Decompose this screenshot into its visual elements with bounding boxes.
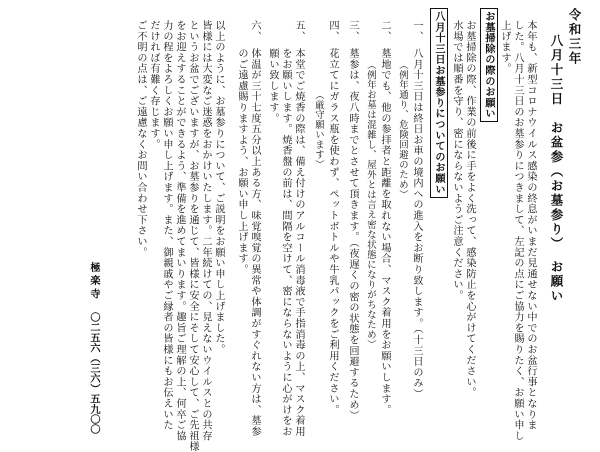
item-note: （例年お墓は混雑し、屋外とは言え密な状態になりがちなため） [365, 60, 376, 350]
closing-line: 皆様には大変なご迷惑をおかけいたします。二年続けての、見えないウイルスとの共存 [200, 20, 211, 442]
closing-line: をお迎えすることができるよう、準備を進めてまいります。趣旨ご理解の上、何卒ご協 [174, 20, 185, 442]
item-text: のご遠慮賜りますよう、お願い申し上げます。 [236, 48, 247, 275]
cleaning-line: 水場では順番を守り、密にならないようご注意ください。 [451, 20, 462, 301]
item-text: 花立てにガラス瓶を使わず、ペットボトルや牛乳パックをご利用ください。 [327, 48, 338, 416]
item-number: 六、 [249, 20, 260, 42]
item-text: 墓参は、夜八時までとさせて頂きます。（夜遅くの密の状態を回避するため） [347, 48, 358, 421]
item-text: 本堂でご焼香の際は、備え付けのアルコール消毒液で手指消毒の上、マスク着用 [293, 48, 304, 437]
item-text: をお願いします。焼香盤の前は、間隔を空けて、密にならないように心がけをお [280, 48, 291, 437]
closing-line: ご不明の点は、ご遠慮なくお問い合わせ下さい。 [135, 20, 146, 258]
temple-phone: 〇二五六（三六）五九〇〇 [88, 312, 100, 435]
closing-line: だければ有難く存じます。 [148, 20, 159, 150]
cleaning-heading: お墓掃除の際のお願い [480, 8, 498, 122]
intro-line: した。八月十三日のお墓参りにつきまして、左記の点にご協力を賜りたく、お願い申し [512, 20, 523, 442]
intro-line: 上げます。 [499, 20, 510, 74]
item-number: 五、 [293, 20, 304, 42]
document-year: 令和三年 [567, 8, 582, 66]
closing-line: 以上のように、お墓参りについて、ご説明をお願い申し上げました。 [213, 20, 224, 355]
document-title: 八月十三日 お盆参（お墓参り） お願い [549, 34, 564, 304]
item-note: （例年通り、危険回避のため） [397, 60, 408, 200]
cleaning-line: お墓掃除の際、作業の前後に手をよく洗って、感染防止を心がけてください。 [464, 20, 475, 398]
visit-heading: 八月十三日お墓参りについてのお願い [430, 8, 448, 198]
item-number: 四、 [327, 20, 338, 42]
closing-line: というお盆でございますが、お墓参りを通じて、皆様に安全にそして安心して、ご先祖様 [187, 20, 198, 452]
item-number: 一、 [411, 20, 422, 42]
item-note: （厳守願います） [313, 90, 324, 170]
intro-line: 本年も、新型コロナウイルス感染の終息がいまだ見通せない中でのお盆行事となりま [525, 20, 536, 431]
item-text: 八月十三日は終日お車の境内への進入をお断り致します。（十三日のみ） [411, 48, 422, 400]
item-number: 三、 [347, 20, 358, 42]
temple-name: 極楽寺 [88, 262, 100, 302]
closing-line: 力の程をよろしくお願い申し上げます。また、御親戚やご縁者の皆様にもお伝えいた [161, 20, 172, 431]
item-text: 墓地でも、他の参拝者と距離を取れない場合、マスク着用をお願いします。 [379, 48, 390, 416]
item-number: 二、 [379, 20, 390, 42]
item-text: 願い致します。 [267, 48, 278, 124]
item-text: 体温が三十七度五分以上ある方、味覚嗅覚の異常や体調がすぐれない方は、墓参 [249, 48, 260, 437]
